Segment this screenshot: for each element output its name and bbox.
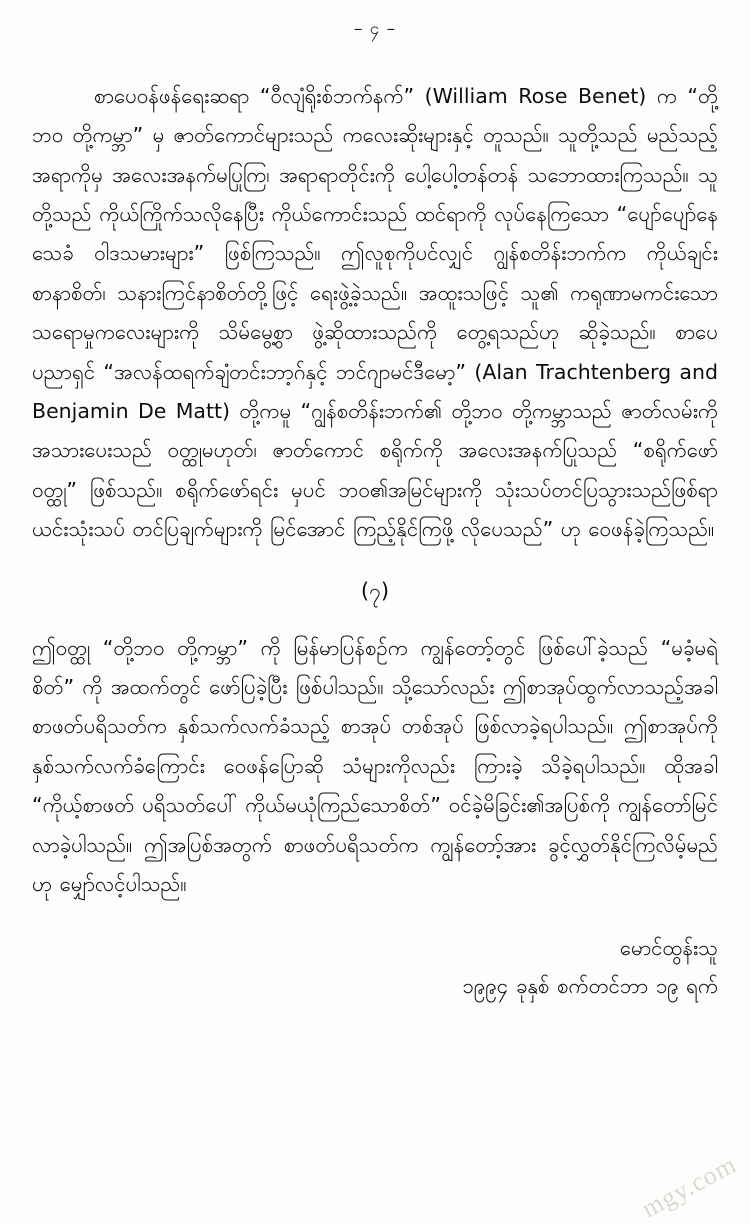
- page-number: – ၄ –: [353, 19, 397, 39]
- document-body: [32, 77, 718, 1006]
- paragraph-1: စာပေဝန်ဖန်ရေးဆရာ “ဝီလျံရိုးစ်ဘက်နက်” (William Rose Benet) က “တို့ဘဝ တို့ကမ္ဘာ” မှ ဇာတ်ကောင်များသည် ကလေးဆိုးများနှင့် တူသည်။ သူတို့သည် မည်သည့်အရာကိုမှ အလေးအနက်မပြုကြ၊ အရာရာတိုင်းကို ပေါ့ပေါ့တန်တန် သဘောထားကြသည်။ သူတို့သည် ကိုယ်ကြိုက်သလိုနေပြီး ကိုယ်ကောင်းသည် ထင်ရာကို လုပ်နေကြသော “ပျော်ပျော်နေသေခံ ဝါဒသမားများ” ဖြစ်ကြသည်။ ဤလူစုကိုပင်လျှင် ဂျွန်စတိန်းဘက်က ကိုယ်ချင်းစာနာစိတ်၊ သနားကြင်နာစိတ်တို့ဖြင့် ရေးဖွဲ့ခဲ့သည်။ အထူးသဖြင့် သူ၏ ကရုဏာမကင်းသော သရောမှုကလေးများကို သိမ်မွေ့စွာ ဖွဲ့ဆိုထားသည်ကို တွေ့ရသည်ဟု ဆိုခဲ့သည်။ စာပေပညာရှင် “အလန်ထရက်ချံတင်းဘာ့ဂ်နှင့် ဘင်ဂျာမင်ဒီမော့” (Alan Trachtenberg and Benjamin De Matt) တို့ကမူ “ဂျွန်စတိန်းဘက်၏ တို့ဘဝ တို့ကမ္ဘာသည် ဇာတ်လမ်းကို အသားပေးသည် ဝတ္ထုမဟုတ်၊ ဇာတ်ကောင် စရိုက်ကို အလေးအနက်ပြုသည် “စရိုက်ဖော်ဝတ္ထု” ဖြစ်သည်။ စရိုက်ဖော်ရင်း မှပင် ဘဝ၏အမြင်များကို သုံးသပ်တင်ပြသွားသည်ဖြစ်ရာ ယင်းသုံးသပ် တင်ပြချက်များကို မြင်အောင် ကြည့်နိုင်ကြဖို့ လိုပေသည်” ဟု ဝေဖန်ခဲ့ကြသည်။: [32, 84, 718, 541]
- section-number: (၇): [360, 579, 390, 604]
- signature-date: ၁၉၉၄ ခုနှစ် စက်တင်ဘာ ၁၉ ရက်: [462, 974, 718, 999]
- paragraph-2: ဤဝတ္ထု “တို့ဘဝ တို့ကမ္ဘာ” ကို မြန်မာပြန်စဉ်က ကျွန်တော့်တွင် ဖြစ်ပေါ်ခဲ့သည် “မခံ့မရဲစိတ်” ကို အထက်တွင် ဖော်ပြခဲ့ပြီး ဖြစ်ပါသည်။ သို့သော်လည်း ဤစာအုပ်ထွက်လာသည့်အခါ စာဖတ်ပရိသတ်က နှစ်သက်လက်ခံသည့် စာအုပ် တစ်အုပ် ဖြစ်လာခဲ့ရပါသည်။ ဤစာအုပ်ကို နှစ်သက်လက်ခံကြောင်း ဝေဖန်ပြောဆို သံများကိုလည်း ကြားခဲ့ သိခဲ့ရပါသည်။ ထိုအခါ “ကိုယ့်စာဖတ် ပရိသတ်ပေါ် ကိုယ်မယုံကြည်သောစိတ်” ဝင်ခဲ့မိခြင်း၏အပြစ်ကို ကျွန်တော်မြင်လာခဲ့ပါသည်။ ဤအပြစ်အတွက် စာဖတ်ပရိသတ်က ကျွန်တော့်အား ခွင့်လွှတ်နိုင်ကြလိမ့်မည် ဟု မျှော်လင့်ပါသည်။: [32, 635, 718, 896]
- signature-block: [32, 930, 718, 1006]
- watermark-text: mgy.com: [637, 1149, 742, 1224]
- signature-name: မောင်ထွန်းသူ: [619, 936, 718, 961]
